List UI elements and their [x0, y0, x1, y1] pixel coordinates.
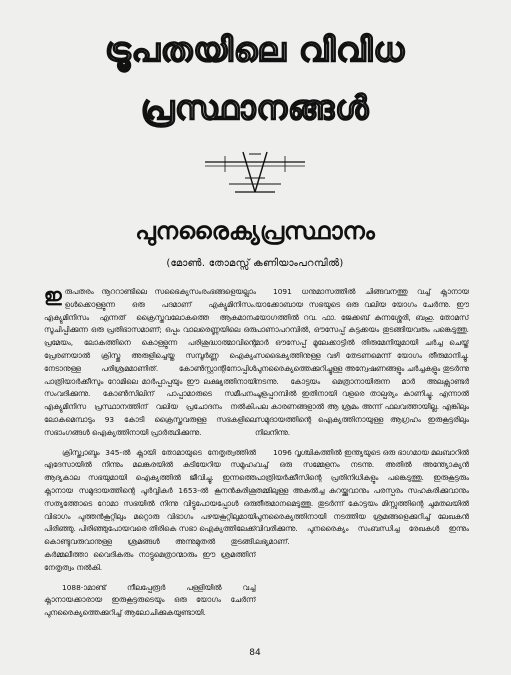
article-subtitle: പുനരൈക്യപ്രസ്ഥാനം [135, 216, 375, 245]
decorative-divider-icon [205, 148, 305, 200]
paragraph-text: രുപതരം നൂററാണ്ടിലെ സഭൈക്യസംരംഭങ്ങളെയല്ലാം ഉൾക്കൊള്ളുന്ന ഒരു പദമാണ് എക്യുമിനിസം. എക്യുമിനിസം എന്നത് ക്രൈസ്തവലോകത്തെ ആകമാനം സൂചിപ്പിക്കുന്ന ഒരു പ്രതിഭാസമാണ്; ഒപ്പം വാലരെണ്ണയിലെ ഒരു പ്രമേയം, ലോകത്തിനെ കൊള്ളുന്ന പരിശുദ്ധാത്മാവിന്റെ പ്രേരണയാൽ ക്രിസ്തു അരുളിച്ചെയ്ത സമ്പൂർണ്ണ ഐക്യം നേടാനുള്ള പരിശ്രമമാണിത്. കോൺസ്റ്റാന്റിനോപ്പിൾ പാത്രിയാർക്കീസും റോമിലെ മാർപ്പാപ്പയും ഈ ലക്ഷ്യത്തിനായി സംവദിക്കുന്നു. കോൺസിലിന് പാപ്പാമാരുടെ സമീപനം എക്യുമിനിസ പ്രസ്ഥാനത്തിന് വലിയ പ്രചോദനം നൽകി. ലോകമെമ്പാടും 93 കോടി ക്രൈസ്തവരുള്ള സഭകളിലെ സഭാംഗങ്ങൾ ഐക്യത്തിനായി പ്രാർത്ഥിക്കുന്നു. [44, 287, 256, 437]
paragraph: 1091 ധനുമാസത്തിൽ ചിങ്ങവനത്തു വച്ച് ക്നാനായ യാക്കോബായ സഭയുടെ ഒരു വലിയ യോഗം ചേർന്നു. ഈ യോഗത്തിൽ റവ. ഫാ. ജേക്കബ് കുന്നശ്ശേരി, ബഹു. തോമസ് പാണാപറമ്പിൽ, ഔസേപ്പ് കട്ടക്കയം തുടങ്ങിയവരും പങ്കെടുത്തു. മാർ ഔസേപ്പ് മൂലേക്കാട്ടിൽ തിരുമേനിയുമായി ചർച്ച ചെയ്ത് സഭൈക്യത്തിനുള്ള വഴി തേടണമെന്ന് യോഗം തീരുമാനിച്ചു. പുനരൈക്യത്തെക്കുറിച്ചുള്ള അന്വേഷണങ്ങളും ചർച്ചകളും തുടർന്നു നടന്നു. കോട്ടയം മെത്രാനായിരുന്ന മാർ അലക്സാണ്ടർ ചൂളപ്പറമ്പിൽ ഇതിനായി വളരെ താല്പര്യം കാണിച്ചു. എന്നാൽ പല കാരണങ്ങളാൽ ആ ശ്രമം അന്ന് ഫലവത്തായില്ല. എങ്കിലും സമുദായത്തിന്റെ ഐക്യത്തിനായുള്ള ആഗ്രഹം ഇരുകൂട്ടരിലും നിലനിന്നു. [255, 287, 469, 437]
left-text-column [44, 286, 256, 636]
drop-cap: ഇ [44, 286, 62, 306]
page-title-line-2: പ്രസ്ഥാനങ്ങൾ [140, 88, 370, 127]
paragraph: 1096 വൃശ്ചികത്തിൽ ഇന്ത്യയുടെ ഒരു ഭാഗമായ മലബാറിൽ വച്ച് ഒരു സമ്മേളനം നടന്നു. അതിൽ അന്ത്യോക്യൻ പാത്രിയർക്കീസിന്റെ പ്രതിനിധികളും പങ്കെടുത്തു. ഇരുകൂട്ടരും തമ്മിലുള്ള അകൽച്ച കുറയ്ക്കുവാനും പരസ്പരം സഹകരിക്കുവാനും തീരുമാനമെടുത്തു. തുടർന്ന് കോട്ടയം മിസ്സത്തിന്റെ ചുമതലയിൽ പുനരൈക്യത്തിനായി നടത്തിയ ശ്രമങ്ങളെക്കുറിച്ച് ലേഖകൻ വിവരിക്കുന്നു. പുനരൈക്യം സംബന്ധിച്ച രേഖകൾ ഇന്നും ലഭ്യമാണ്. [255, 447, 469, 547]
paragraph [44, 286, 256, 440]
page-title-line-1: ട്രൂപതയിലെ വിവിധ [105, 30, 405, 69]
paragraph: 1088-ാമാണ്ട് നീലപ്പേരൂർ പള്ളിയിൽ വച്ച് ക്നാനായക്കാരായ ഇരുകൂട്ടരുടെയും ഒരു യോഗം ചേർന്ന് പുനരൈക്യത്തെക്കുറിച്ച് ആലോചിക്കുകയുണ്ടായി. [44, 582, 256, 618]
page-number: 84 [249, 648, 261, 658]
paragraph: ക്രിസ്ത്വാബ്ദം 345-ൽ ക്നായി തോമായുടെ നേതൃത്വത്തിൽ എദേസായിൽ നിന്നും മലങ്കരയിൽ കുടിയേറിയ സമൂഹം ആദ്യകാല സഭയുമായി ഐക്യത്തിൽ ജീവിച്ചു. ഇന്നത്തെ ക്നാനായ സമുദായത്തിന്റെ പൂർവ്വികർ 1653-ൽ കൂനൻകുരിശു സത്യത്തോടെ റോമാ സഭയിൽ നിന്നു വിട്ടുപോയപ്പോൾ ഒരു വിഭാഗം പുത്തൻകൂറ്റിലും മറ്റൊരു വിഭാഗം പഴയകൂറ്റിലുമായി പിരിഞ്ഞു. പിരിഞ്ഞുപോയവരെ തിരികെ സഭാ ഐക്യത്തിലേക്ക് കൊണ്ടുവരുവാനുള്ള ശ്രമങ്ങൾ അന്നുമുതൽ തുടങ്ങി. കർമ്മലീത്താ വൈദികരും നാട്ടുമെത്രാന്മാരും ഈ ശ്രമത്തിന് നേതൃത്വം നൽകി. [44, 447, 256, 572]
article-byline: (മോൺ. തോമസ്സ് കണിയാംപറമ്പിൽ) [166, 258, 344, 269]
right-text-column [255, 286, 469, 636]
